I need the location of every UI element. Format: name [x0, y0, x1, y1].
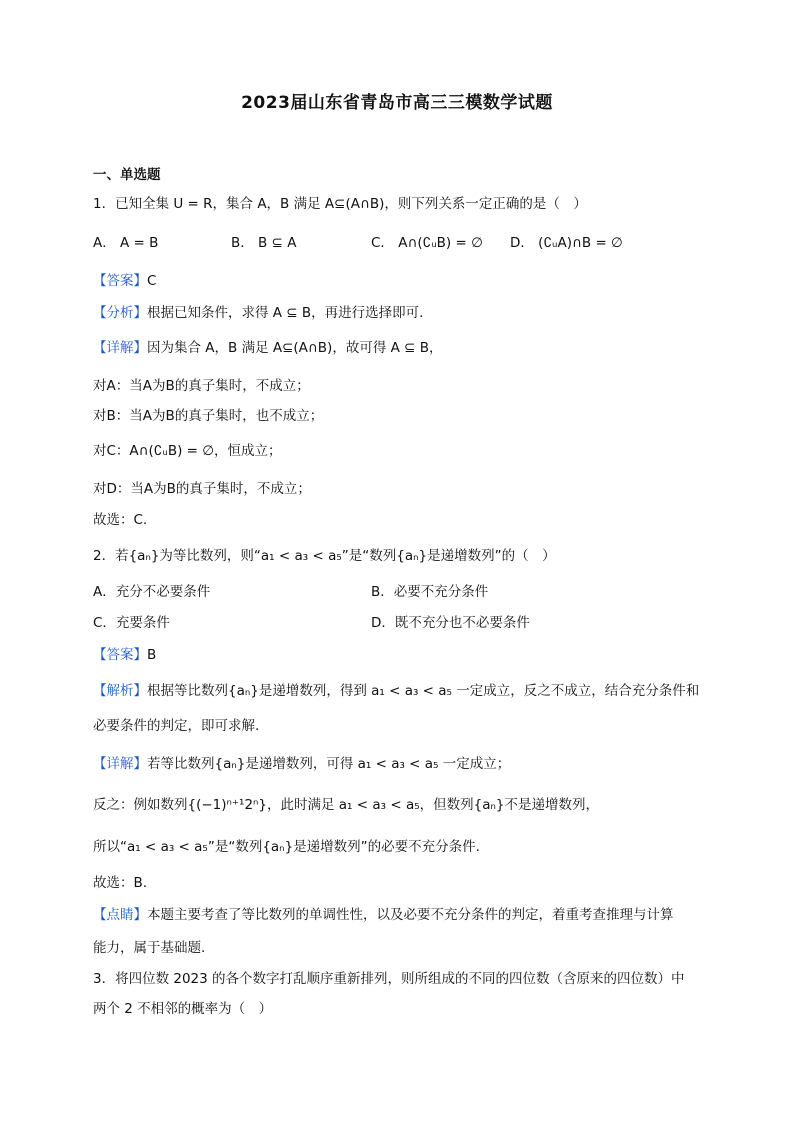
q2-comment-cont: 能力，属于基础题. [93, 940, 206, 956]
q2-conclusion-text: 所以“a₁ < a₃ < a₅”是“数列{aₙ}是递增数列”的必要不充分条件. [93, 839, 480, 855]
answer-tag: 【答案】 [93, 273, 147, 289]
q1-option-c: C． A∩(∁ᵤB) = ∅ [371, 235, 483, 251]
q2-conclusion: 故选：B. [93, 875, 148, 891]
q2-comment [93, 905, 713, 925]
question-2-stem: 2．若{aₙ}为等比数列，则“a₁ < a₃ < a₅”是“数列{aₙ}是递增数列”的（ ） [93, 548, 556, 564]
q2-answer [93, 645, 713, 665]
q2-analysis [93, 681, 713, 701]
analysis-text: 根据已知条件，求得 A ⊆ B，再进行选择即可. [147, 305, 424, 321]
q2-option-d: D．既不充分也不必要条件 [371, 615, 530, 631]
detail-tag: 【详解】 [93, 340, 147, 356]
q1-answer [93, 271, 713, 291]
question-3-stem: 3．将四位数 2023 的各个数字打乱顺序重新排列，则所组成的不同的四位数（含原来的四位数）中 [93, 971, 685, 987]
q1-option-d: D． (∁ᵤA)∩B = ∅ [510, 235, 623, 251]
detail-text: 因为集合 A，B 满足 A⊆(A∩B)，故可得 A ⊆ B， [147, 340, 443, 356]
q2-option-a: A．充分不必要条件 [93, 584, 211, 600]
analysis-tag: 【分析】 [93, 305, 147, 321]
q1-option-a: A． A = B [93, 235, 159, 251]
analysis-text: 根据等比数列{aₙ}是递增数列，得到 a₁ < a₃ < a₅ 一定成立，反之不成立，结合充分条件和 [147, 683, 700, 699]
detail-text: 若等比数列{aₙ}是递增数列，可得 a₁ < a₃ < a₅ 一定成立； [147, 756, 511, 772]
answer-value: C [147, 273, 157, 289]
analysis-tag: 【解析】 [93, 683, 147, 699]
q2-analysis-cont: 必要条件的判定，即可求解. [93, 718, 260, 734]
q1-option-b: B． B ⊆ A [231, 235, 297, 251]
comment-text: 本题主要考查了等比数列的单调性性，以及必要不充分条件的判定，着重考查推理与计算 [147, 907, 674, 923]
comment-tag: 【点睛】 [93, 907, 147, 923]
q1-detail [93, 338, 713, 358]
question-3-stem-cont: 两个 2 不相邻的概率为（ ） [93, 1001, 273, 1017]
q2-option-c: C．充要条件 [93, 615, 170, 631]
q1-detail-line-d: 对D：当A为B的真子集时，不成立； [93, 481, 311, 497]
page-title: 2023届山东省青岛市高三三模数学试题 [241, 93, 553, 113]
detail-tag: 【详解】 [93, 756, 147, 772]
section-heading: 一、单选题 [93, 167, 161, 183]
question-1-stem: 1．已知全集 U = R，集合 A，B 满足 A⊆(A∩B)，则下列关系一定正确的是（ ） [93, 196, 587, 212]
q1-detail-line-b: 对B：当A为B的真子集时，也不成立； [93, 408, 324, 424]
answer-tag: 【答案】 [93, 647, 147, 663]
q1-conclusion: 故选：C. [93, 512, 148, 528]
q1-detail-line-c: 对C：A∩(∁ᵤB) = ∅，恒成立； [93, 443, 282, 459]
answer-value: B [147, 647, 157, 663]
q2-option-b: B．必要不充分条件 [371, 584, 489, 600]
q1-detail-line-a: 对A：当A为B的真子集时，不成立； [93, 378, 310, 394]
q1-analysis [93, 303, 713, 323]
q2-detail [93, 754, 713, 774]
q2-counterexample: 反之：例如数列{(−1)ⁿ⁺¹2ⁿ}，此时满足 a₁ < a₃ < a₅，但数列{aₙ}不是递增数列， [93, 797, 599, 813]
